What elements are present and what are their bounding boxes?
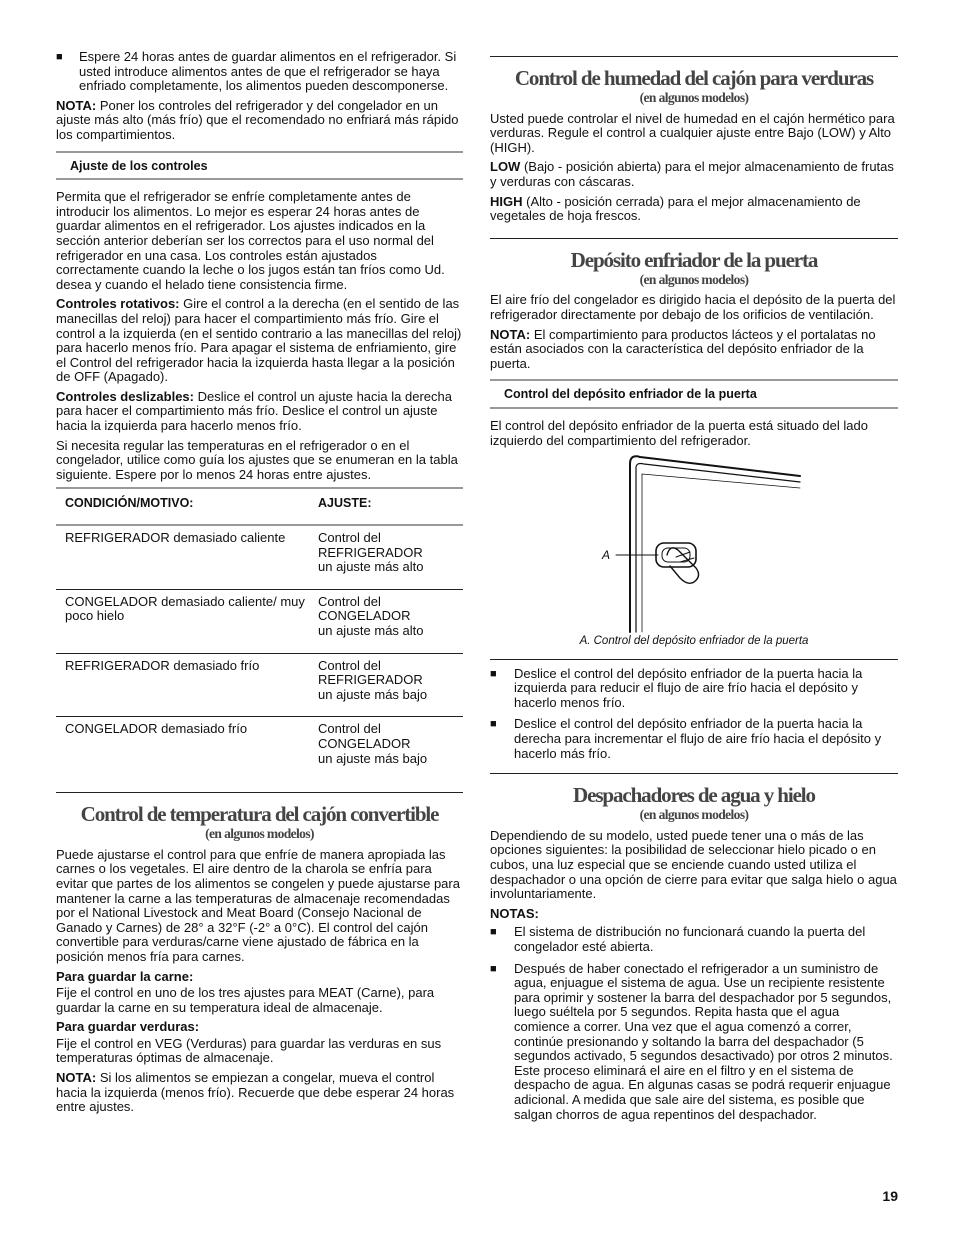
table-cell-setting: Control del REFRIGERADOR un ajuste más bajo bbox=[309, 653, 463, 717]
list-item: ■ Deslice el control del depósito enfriador de la puerta hacia la izquierda para reducir el flujo de aire frío hacia el depósito y hacerlo menos frío. bbox=[490, 667, 898, 711]
table-cell-condition: CONGELADOR demasiado frío bbox=[65, 721, 248, 737]
convertible-heading: Control de temperatura del cajón convertible bbox=[80, 802, 439, 827]
low-text: (Bajo - posición abierta) para el mejor almacenamiento de frutas y verduras con cáscaras. bbox=[490, 159, 894, 189]
table-cell-setting: Control del CONGELADOR un ajuste más bajo bbox=[318, 721, 428, 766]
despacho-heading: Despachadores de agua y hielo bbox=[573, 783, 815, 808]
table-cell-setting: Control del REFRIGERADOR un ajuste más alto bbox=[309, 525, 463, 589]
carne-paragraph: Fije el control en uno de los tres ajustes para MEAT (Carne), para guardar la carne en su temperatura ideal de almacenaje. bbox=[56, 985, 435, 1015]
table-head-setting: AJUSTE: bbox=[309, 488, 463, 525]
carne-label: Para guardar la carne: bbox=[56, 968, 194, 984]
table-cell-condition: REFRIGERADOR demasiado caliente bbox=[56, 525, 309, 589]
high-label: HIGH bbox=[490, 193, 523, 209]
low-label: LOW bbox=[490, 159, 521, 175]
ajuste-paragraph: Permita que el refrigerador se enfríe completamente antes de introducir los alimentos. Lo mejor es esperar 24 horas antes de guardar alimentos en el refrigerador. Los ajustes indicados en la sección anterior deberían ser los correctos para el uso normal del refrigerador en una casa. Los controles están ajustados correctamente cuando la leche o los jugos están tan fríos como Ud. desea y cuando el helado tiene consistencia firme. bbox=[56, 189, 445, 292]
deslizables-text: Deslice el control un ajuste hacia la derecha para hacer el compartimiento más frío. Deslice el control un ajuste hacia la izquierda para hacerlo menos frío. bbox=[56, 388, 452, 434]
table-header-row bbox=[56, 488, 463, 525]
right-column bbox=[490, 50, 898, 1129]
humedad-heading: Control de humedad del cajón para verduras bbox=[514, 66, 874, 90]
table-cell-condition: CONGELADOR demasiado caliente/ muy poco hielo bbox=[56, 589, 309, 653]
deposito-note-text: El compartimiento para productos lácteos y el portalatas no están asociados con la característica del depósito enfriador de la puerta. bbox=[490, 326, 876, 371]
note-text: Poner los controles del refrigerador y del congelador en un ajuste más alto (más frío) que el recomendado no enfriará más rápido los compartimientos. bbox=[56, 97, 459, 142]
door-bin-figure bbox=[490, 454, 898, 634]
deposito-paragraph: El aire frío del congelador es dirigido hacia el depósito de la puerta del refrigerador directamente por debajo de los orificios de ventilación. bbox=[490, 292, 896, 322]
note2-paragraph bbox=[56, 1071, 463, 1115]
deslizables-paragraph bbox=[56, 390, 463, 434]
high-text: (Alto - posición cerrada) para el mejor almacenamiento de vegetales de hoja frescos. bbox=[490, 193, 861, 224]
page-number: 19 bbox=[882, 1188, 898, 1204]
figure-caption: A. Control del depósito enfriador de la puerta bbox=[579, 635, 809, 648]
table-head-condition: CONDICIÓN/MOTIVO: bbox=[56, 488, 309, 525]
deposito-subheading: (en algunos modelos) bbox=[639, 271, 749, 287]
settings-table bbox=[56, 487, 463, 780]
note-paragraph bbox=[56, 99, 463, 143]
section-divider bbox=[490, 238, 898, 239]
table-row bbox=[56, 653, 463, 717]
rotativos-label: Controles rotativos: bbox=[56, 296, 180, 312]
regular-paragraph: Si necesita regular las temperaturas en el refrigerador o en el congelador, utilice como guía los ajustes que se enumeran en la tabla siguiente. Espere por lo menos 24 horas entre ajustes. bbox=[56, 437, 458, 482]
humedad-subheading: (en algunos modelos) bbox=[639, 90, 749, 105]
high-paragraph bbox=[490, 195, 898, 224]
note2-text: Si los alimentos se empiezan a congelar, mueva el control hacia la izquierda (menos frío). Recuerde que debe esperar 24 horas entre ajustes. bbox=[56, 1070, 455, 1115]
despacho-paragraph: Dependiendo de su modelo, usted puede tener una o más de las opciones siguientes: la posibilidad de seleccionar hielo picado o en cubos, una luz especial que se enciende cuando usted utiliza el despachador o una opción de cierre para evitar que salga hielo o agua involuntariamente. bbox=[490, 827, 897, 902]
deposito-note-paragraph bbox=[490, 328, 898, 372]
door-bin-illustration bbox=[490, 454, 898, 634]
list-item: ■ Después de haber conectado el refrigerador a un suministro de agua, enjuague el sistema de agua. Use un recipiente resistente para oprimir y sostener la barra del despachador por 5 segundos, luego suéltela por 5 segundos. Repita hasta que el agua comience a correr. Una vez que el agua comenzó a correr, continúe presionando y soltando la barra del despachador (5 segundos activado, 5 segundos desactivado) por otros 2 minutos. Este proceso eliminará el aire en el filtro y en el sistema de despacho de agua. En algunas casas se podrá requerir enjuague adicional. A medida que sale aire del sistema, es posible que salgan chorros de agua repentinos del despachador. bbox=[490, 962, 898, 1123]
table-cell-setting: Control del CONGELADOR un ajuste más alto bbox=[309, 589, 463, 653]
humedad-paragraph: Usted puede controlar el nivel de humedad en el cajón hermético para verduras. Regule el control a cualquier ajuste entre Bajo (LOW) y Alto (HIGH). bbox=[490, 110, 895, 155]
verduras-paragraph: Fije el control en VEG (Verduras) para guardar las verduras en sus temperaturas óptimas de almacenaje. bbox=[56, 1035, 442, 1066]
deposito-note-label: NOTA: bbox=[490, 326, 531, 342]
control-paragraph: El control del depósito enfriador de la puerta está situado del lado izquierdo del compartimiento del refrigerador. bbox=[490, 417, 868, 448]
verduras-label: Para guardar verduras: bbox=[56, 1019, 200, 1035]
section-divider bbox=[490, 56, 898, 57]
note-label: NOTA: bbox=[56, 97, 97, 113]
subhead-control: Control del depósito enfriador de la puerta bbox=[490, 379, 898, 409]
wait-bullet: ■ Espere 24 horas antes de guardar alimentos en el refrigerador. Si usted introduce alimentos antes de que el refrigerador se haya enfriado completamente, los alimentos pueden descomponerse. bbox=[56, 50, 463, 94]
subhead-ajuste: Ajuste de los controles bbox=[56, 151, 463, 181]
figure-label-a: A bbox=[602, 548, 611, 563]
convertible-subheading: (en algunos modelos) bbox=[205, 826, 314, 842]
despacho-subheading: (en algunos modelos) bbox=[639, 807, 749, 823]
section-divider bbox=[490, 773, 898, 774]
table-cell-condition: REFRIGERADOR demasiado frío bbox=[56, 653, 309, 717]
rotativos-text: Gire el control a la derecha (en el sentido de las manecillas del reloj) para hacer el compartimiento más frío. Gire el control a la izquierda (en el sentido contrario a las manecillas del reloj) para hacerlo menos frío. Para apagar el sistema de enfriamiento, gire el Control del refrigerador hacia la izquierda hasta llegar a la posición de OFF (Apagado). bbox=[56, 296, 462, 385]
table-row bbox=[56, 589, 463, 653]
section-divider bbox=[490, 659, 898, 660]
convertible-paragraph: Puede ajustarse el control para que enfríe de manera apropiada las carnes o los vegetales. El aire dentro de la charola se enfría para evitar que partes de los alimentos se congelen y puede ajustarse para mantener la carne a las temperaturas de almacenaje recomendadas por el National Livestock and Meat Board (Consejo Nacional de Ganado y Carnes) de 28° a 32°F (-2° a 0°C). El control del cajón convertible para verduras/carne viene ajustado de fábrica en la posición menos fría para carnes. bbox=[56, 846, 460, 964]
left-column bbox=[56, 50, 463, 1120]
rotativos-paragraph bbox=[56, 297, 463, 385]
deposito-heading: Depósito enfriador de la puerta bbox=[570, 247, 818, 272]
notas-label: NOTAS: bbox=[490, 905, 539, 921]
table-row bbox=[56, 717, 463, 780]
note2-label: NOTA: bbox=[56, 1070, 97, 1086]
low-paragraph bbox=[490, 160, 898, 189]
deslizables-label: Controles deslizables: bbox=[56, 388, 194, 404]
list-item: ■ El sistema de distribución no funcionará cuando la puerta del congelador esté abierta. bbox=[490, 925, 898, 954]
table-row bbox=[56, 525, 463, 589]
list-item: ■ Deslice el control del depósito enfriador de la puerta hacia la derecha para incrementar el flujo de aire frío hacia el depósito y hacerlo más frío. bbox=[490, 717, 898, 761]
section-divider bbox=[56, 792, 463, 793]
